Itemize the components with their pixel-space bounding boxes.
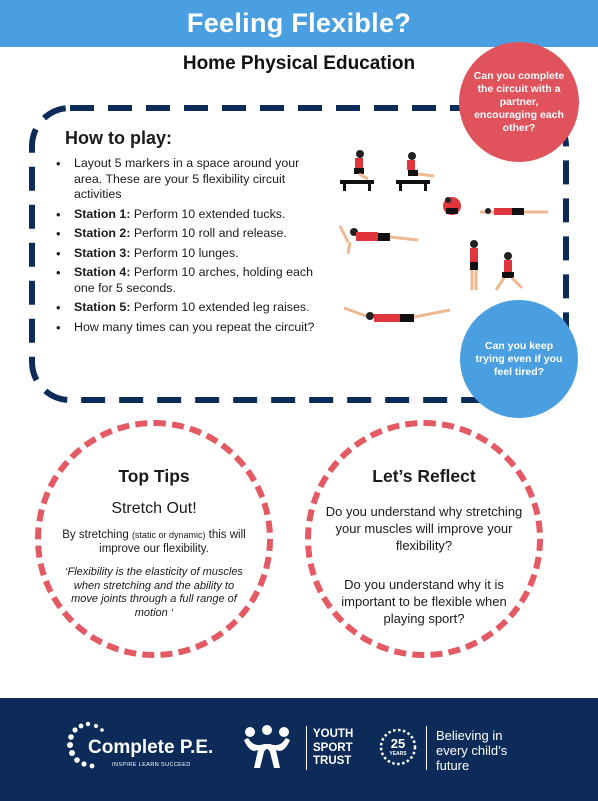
page-title: Feeling Flexible? bbox=[186, 8, 412, 38]
youth-sport-trust-name bbox=[313, 728, 353, 769]
extended-leg-raise-illustration bbox=[342, 302, 454, 328]
list-item bbox=[52, 265, 327, 296]
keep-trying-text: Can you keep trying even if you feel tired? bbox=[475, 339, 563, 378]
roll-and-release-illustration bbox=[440, 194, 552, 224]
reflect-question-2: Do you understand why it is important to be flexible when playing sport? bbox=[341, 577, 507, 626]
intro-text: Layout 5 markers in a space around your area. These are your 5 flexibility circuit activities bbox=[74, 156, 300, 201]
station-text: Perform 10 roll and release. bbox=[130, 226, 287, 240]
partner-challenge-text: Can you complete the circuit with a partner, encouraging each other? bbox=[473, 69, 565, 134]
tagline-line: future bbox=[436, 758, 470, 773]
list-item bbox=[52, 246, 327, 262]
tip-text-before: By stretching bbox=[62, 529, 132, 541]
extended-tuck-illustration bbox=[338, 146, 438, 192]
footer-divider bbox=[306, 726, 307, 770]
footer-divider bbox=[426, 726, 427, 770]
reflect-question-1: Do you understand why stretching your muscles will improve your flexibility? bbox=[325, 504, 523, 553]
youth-sport-trust-logo-icon bbox=[240, 724, 300, 772]
yst-line: TRUST bbox=[313, 755, 352, 767]
outro-text: How many times can you repeat the circuit? bbox=[74, 319, 315, 334]
top-tips-subtitle: Stretch Out! bbox=[111, 500, 197, 517]
years-number: 25 bbox=[390, 736, 406, 751]
complete-pe-tagline: INSPIRE LEARN SUCCEED bbox=[112, 762, 191, 768]
complete-pe-name: Complete P.E. bbox=[88, 737, 214, 758]
tagline-line: every child’s bbox=[436, 743, 508, 758]
years-label: YEARS bbox=[389, 751, 407, 757]
list-item bbox=[52, 320, 327, 336]
list-item bbox=[52, 207, 327, 223]
list-item bbox=[52, 156, 327, 203]
top-tips-body bbox=[52, 528, 256, 556]
yst-line: YOUTH bbox=[313, 728, 354, 740]
station-text: Perform 10 lunges. bbox=[130, 245, 239, 260]
lunge-illustration bbox=[462, 238, 526, 294]
yst-line: SPORT bbox=[313, 741, 353, 754]
flexibility-quote: ‘Flexibility is the elasticity of muscles when stretching and the ability to move joints through a full range of motion ‘ bbox=[65, 566, 243, 619]
station-label: Station 3: bbox=[74, 245, 131, 260]
station-text: Perform 10 extended tucks. bbox=[130, 206, 286, 221]
reflect-title: Let’s Reflect bbox=[372, 466, 476, 486]
station-text: Perform 10 extended leg raises. bbox=[130, 300, 310, 314]
how-to-play-title: How to play: bbox=[65, 128, 172, 148]
list-item bbox=[52, 226, 327, 242]
station-text: Perform 10 arches, holding each one for 5 seconds. bbox=[74, 265, 313, 295]
station-label: Station 5: bbox=[74, 300, 131, 314]
top-tips-title: Top Tips bbox=[118, 466, 190, 486]
station-label: Station 1: bbox=[74, 206, 131, 221]
partner-challenge-bubble bbox=[459, 42, 579, 162]
keep-trying-bubble bbox=[460, 300, 578, 418]
tip-text-after: this will improve our flexibility. bbox=[99, 529, 246, 555]
list-item bbox=[52, 300, 327, 316]
believing-tagline bbox=[436, 728, 507, 773]
tagline-line: Believing in bbox=[436, 728, 503, 743]
station-label: Station 2: bbox=[74, 226, 131, 240]
station-label: Station 4: bbox=[74, 265, 131, 279]
how-to-play-list bbox=[52, 156, 327, 339]
extended-plank-illustration bbox=[336, 222, 422, 256]
tip-text-small: (static or dynamic) bbox=[131, 530, 206, 540]
page-subtitle: Home Physical Education bbox=[182, 53, 416, 74]
